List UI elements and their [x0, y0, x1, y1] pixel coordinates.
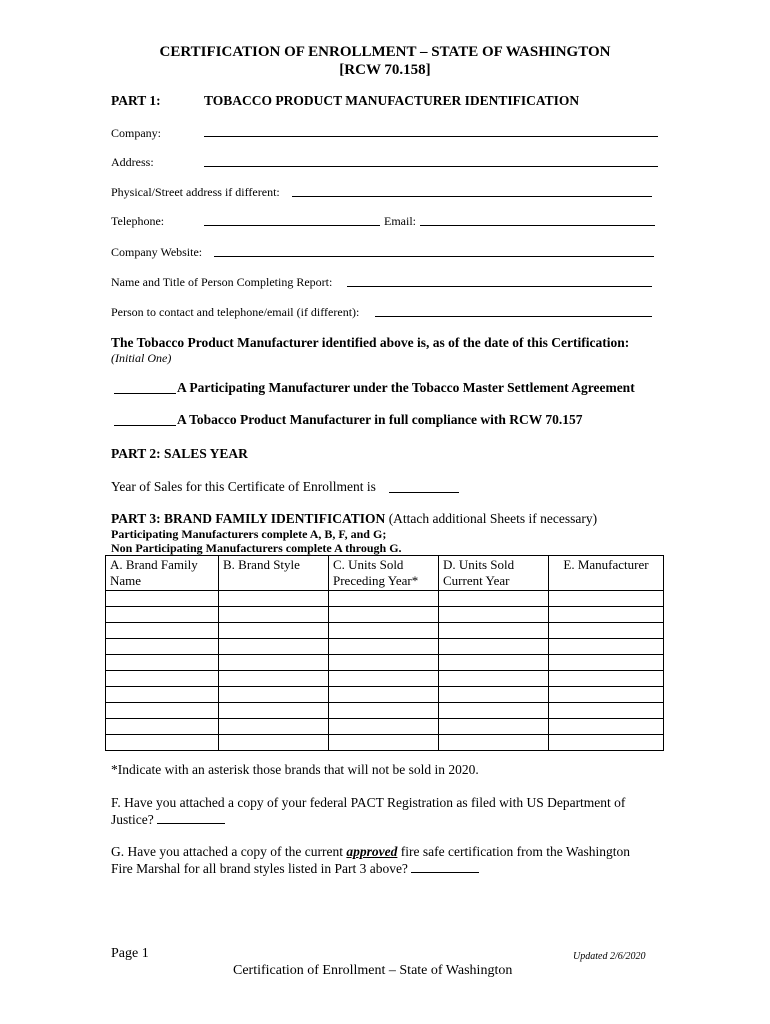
- table-cell[interactable]: [549, 671, 664, 687]
- name-title-label: Name and Title of Person Completing Report:: [111, 275, 333, 289]
- table-cell[interactable]: [106, 719, 219, 735]
- part3-heading: PART 3: BRAND FAMILY IDENTIFICATION: [111, 511, 386, 526]
- table-cell[interactable]: [549, 623, 664, 639]
- document-title-line1: CERTIFICATION OF ENROLLMENT – STATE OF WASHINGTON: [159, 44, 611, 60]
- table-header-row: [106, 556, 664, 591]
- question-g: [111, 843, 651, 877]
- table-cell[interactable]: [329, 703, 439, 719]
- table-cell[interactable]: [439, 735, 549, 751]
- website-label: Company Website:: [111, 245, 203, 259]
- question-f-text: F. Have you attached a copy of your federal PACT Registration as filed with US Department of Justice?: [111, 795, 626, 827]
- table-cell[interactable]: [219, 655, 329, 671]
- email-label: Email:: [384, 214, 416, 228]
- pm-note: Participating Manufacturers complete A, B, F, and G;: [111, 527, 387, 541]
- npm-note: Non Participating Manufacturers complete A through G.: [111, 541, 402, 555]
- table-cell[interactable]: [549, 639, 664, 655]
- table-cell[interactable]: [219, 591, 329, 607]
- table-cell[interactable]: [439, 655, 549, 671]
- asterisk-note: *Indicate with an asterisk those brands that will not be sold in 2020.: [111, 762, 479, 777]
- address-label: Address:: [111, 155, 154, 169]
- table-cell[interactable]: [219, 639, 329, 655]
- table-cell[interactable]: [549, 607, 664, 623]
- table-cell[interactable]: [329, 719, 439, 735]
- table-cell[interactable]: [219, 687, 329, 703]
- table-cell[interactable]: [219, 623, 329, 639]
- table-cell[interactable]: [439, 623, 549, 639]
- physical-address-field[interactable]: [292, 196, 652, 197]
- table-cell[interactable]: [329, 607, 439, 623]
- table-cell[interactable]: [106, 591, 219, 607]
- table-cell[interactable]: [439, 607, 549, 623]
- table-cell[interactable]: [106, 623, 219, 639]
- table-cell[interactable]: [219, 671, 329, 687]
- table-row: [106, 719, 664, 735]
- table-cell[interactable]: [219, 719, 329, 735]
- telephone-field[interactable]: [204, 225, 380, 226]
- question-g-answer-field[interactable]: [411, 860, 479, 873]
- table-cell[interactable]: [106, 655, 219, 671]
- table-cell[interactable]: [329, 687, 439, 703]
- table-row: [106, 639, 664, 655]
- table-cell[interactable]: [106, 703, 219, 719]
- table-cell[interactable]: [439, 687, 549, 703]
- part3-heading-note: (Attach additional Sheets if necessary): [388, 511, 598, 526]
- option1-label: A Participating Manufacturer under the Tobacco Master Settlement Agreement: [177, 380, 635, 395]
- table-row: [106, 735, 664, 751]
- telephone-label: Telephone:: [111, 214, 165, 228]
- column-header-brand-family: A. Brand Family Name: [106, 556, 219, 591]
- option2-label: A Tobacco Product Manufacturer in full compliance with RCW 70.157: [177, 412, 583, 427]
- table-cell[interactable]: [219, 703, 329, 719]
- table-cell[interactable]: [549, 735, 664, 751]
- table-row: [106, 655, 664, 671]
- part2-heading: PART 2: SALES YEAR: [111, 446, 248, 461]
- contact-field[interactable]: [375, 316, 652, 317]
- table-cell[interactable]: [329, 639, 439, 655]
- contact-label: Person to contact and telephone/email (if different):: [111, 305, 360, 319]
- website-field[interactable]: [214, 256, 654, 257]
- table-cell[interactable]: [439, 671, 549, 687]
- sales-year-field[interactable]: [389, 492, 459, 493]
- name-title-field[interactable]: [347, 286, 652, 287]
- status-statement: The Tobacco Product Manufacturer identified above is, as of the date of this Certification:: [111, 335, 630, 350]
- table-row: [106, 623, 664, 639]
- table-cell[interactable]: [549, 703, 664, 719]
- table-cell[interactable]: [329, 655, 439, 671]
- initial-one-instruction: (Initial One): [111, 351, 172, 365]
- company-field[interactable]: [204, 136, 658, 137]
- document-title-line2: [RCW 70.158]: [339, 62, 431, 78]
- table-cell[interactable]: [439, 639, 549, 655]
- part3-heading-line: [111, 511, 597, 527]
- option1-initial-field[interactable]: [114, 393, 176, 394]
- table-row: [106, 607, 664, 623]
- question-g-text-before: G. Have you attached a copy of the current: [111, 844, 347, 859]
- question-g-approved-emphasis: approved: [346, 844, 398, 859]
- address-field[interactable]: [204, 166, 658, 167]
- table-cell[interactable]: [549, 719, 664, 735]
- table-cell[interactable]: [329, 591, 439, 607]
- table-row: [106, 591, 664, 607]
- updated-date: Updated 2/6/2020: [573, 951, 646, 962]
- sales-year-label: Year of Sales for this Certificate of Enrollment is: [111, 479, 376, 494]
- table-cell[interactable]: [219, 607, 329, 623]
- option2-initial-field[interactable]: [114, 425, 176, 426]
- column-header-units-current: D. Units Sold Current Year: [439, 556, 549, 591]
- table-cell[interactable]: [439, 719, 549, 735]
- company-label: Company:: [111, 126, 161, 140]
- column-header-manufacturer: E. Manufacturer: [549, 556, 664, 591]
- table-cell[interactable]: [549, 687, 664, 703]
- part1-heading: TOBACCO PRODUCT MANUFACTURER IDENTIFICATION: [204, 93, 580, 108]
- table-cell[interactable]: [219, 735, 329, 751]
- table-cell[interactable]: [439, 591, 549, 607]
- table-cell[interactable]: [106, 607, 219, 623]
- physical-address-label: Physical/Street address if different:: [111, 185, 280, 199]
- table-row: [106, 703, 664, 719]
- table-row: [106, 687, 664, 703]
- table-cell[interactable]: [549, 591, 664, 607]
- table-cell[interactable]: [106, 735, 219, 751]
- email-field[interactable]: [420, 225, 655, 226]
- question-f: [111, 794, 651, 828]
- footer-document-name: Certification of Enrollment – State of Washington: [233, 963, 513, 978]
- table-cell[interactable]: [329, 735, 439, 751]
- part1-label: PART 1:: [111, 93, 161, 108]
- brand-family-table: [105, 555, 664, 751]
- table-cell[interactable]: [549, 655, 664, 671]
- table-cell[interactable]: [329, 623, 439, 639]
- table-cell[interactable]: [106, 639, 219, 655]
- question-g-text-after: fire safe certification from the Washington Fire Marshal for all brand styles listed in Part 3 above?: [111, 844, 630, 876]
- table-cell[interactable]: [329, 671, 439, 687]
- column-header-brand-style: B. Brand Style: [219, 556, 329, 591]
- column-header-units-preceding: C. Units Sold Preceding Year*: [329, 556, 439, 591]
- question-f-answer-field[interactable]: [157, 811, 225, 824]
- table-row: [106, 671, 664, 687]
- table-cell[interactable]: [106, 687, 219, 703]
- table-cell[interactable]: [106, 671, 219, 687]
- table-cell[interactable]: [439, 703, 549, 719]
- page-number: Page 1: [111, 946, 149, 961]
